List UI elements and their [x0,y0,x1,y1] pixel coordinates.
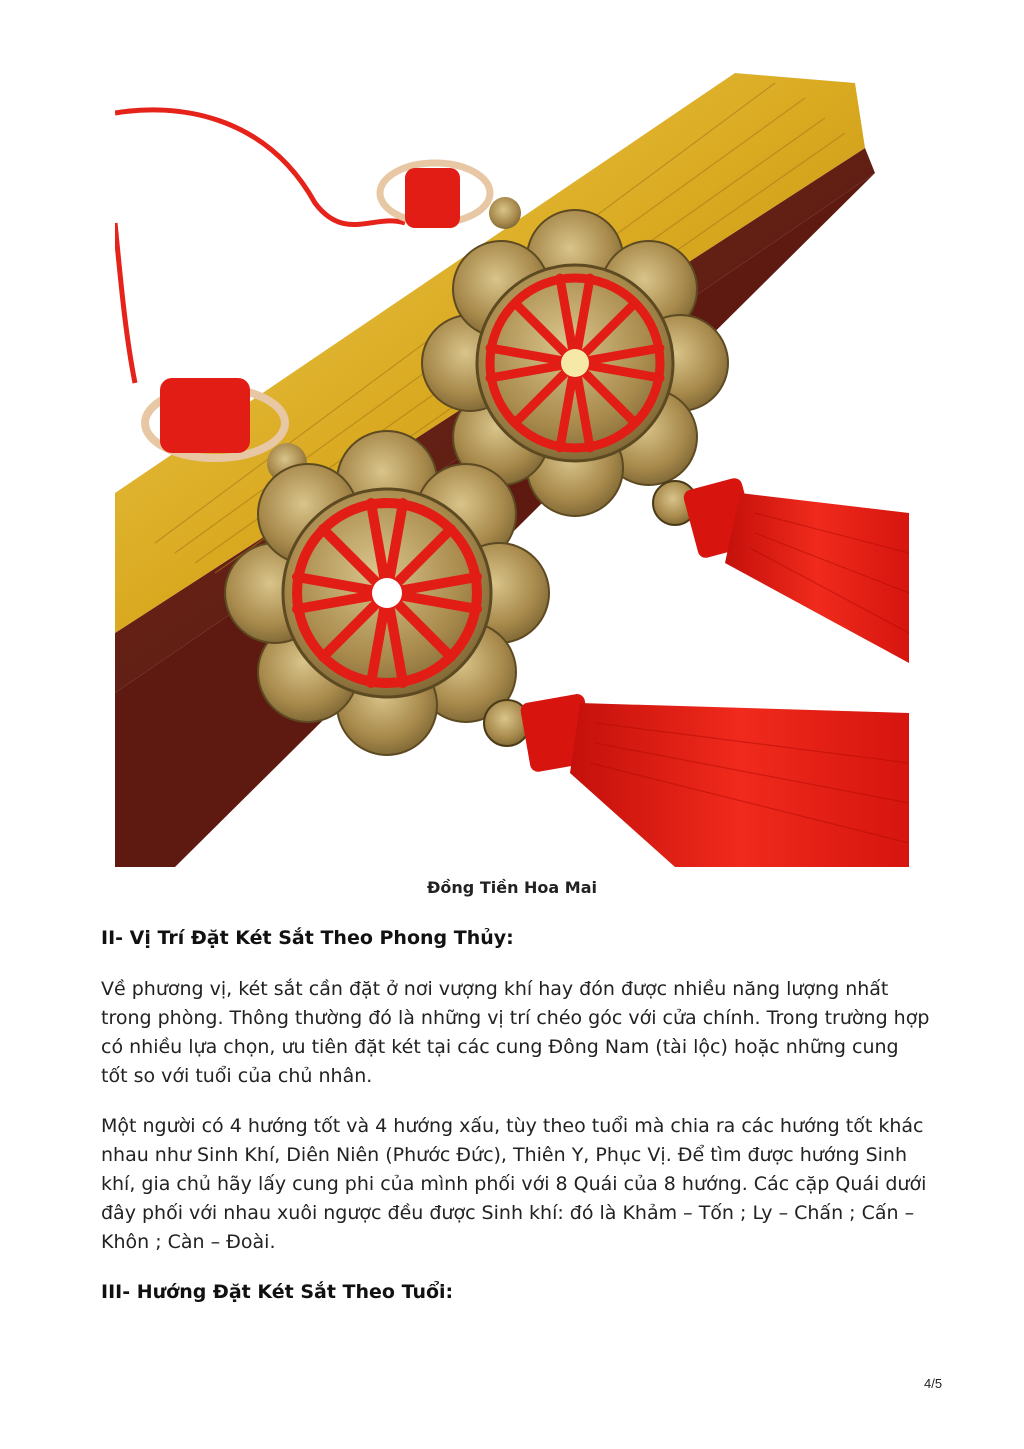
section-heading-iii: III- Hướng Đặt Két Sắt Theo Tuổi: [101,1281,454,1303]
tassel-upper [682,476,909,663]
tassel-lower [519,693,909,867]
section-heading-ii: II- Vị Trí Đặt Két Sắt Theo Phong Thủy: [101,927,514,949]
figure-caption: Đồng Tiền Hoa Mai [427,878,597,897]
paragraph-directions: Một người có 4 hướng tốt và 4 hướng xấu, tùy theo tuổi mà chia ra các hướng tốt khác nhau như Sinh Khí, Diên Niên (Phước Đức), Thiên Y, Phục Vị. Để tìm được hướng Sinh khí, gia chủ hãy lấy cung phi của mình phối với 8 Quái của 8 hướng. Các cặp Quái dưới đây phối với nhau xuôi ngược đều được Sinh khí: đó là Khảm – Tốn ; Ly – Chấn ; Cấn – Khôn ; Càn – Đoài. [101,1115,927,1253]
chinese-knot-top [380,163,521,229]
page-number: 4/5 [924,1376,943,1391]
paragraph-placement: Về phương vị, két sắt cần đặt ở nơi vượng khí hay đón được nhiều năng lượng nhất trong phòng. Thông thường đó là những vị trí chéo góc với cửa chính. Trong trường hợp có nhiều lựa chọn, ưu tiên đặt két tại các cung Đông Nam (tài lộc) hoặc những cung tốt so với tuổi của chủ nhân. [101,978,930,1087]
feng-shui-coin-photo [115,73,909,867]
